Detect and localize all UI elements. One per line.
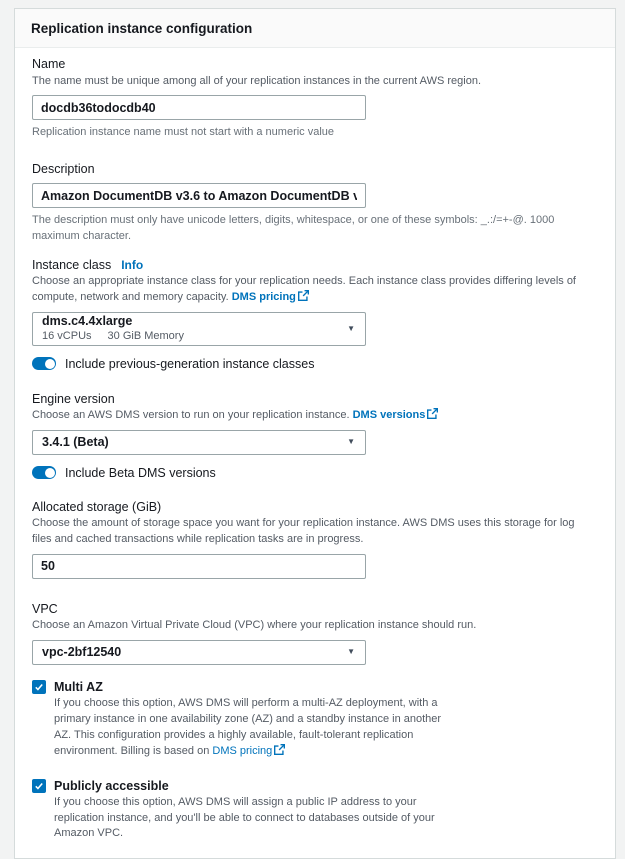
instance-class-label-row: [32, 258, 598, 274]
previous-generation-toggle-label: Include previous-generation instance classes: [65, 356, 315, 371]
beta-versions-toggle[interactable]: [32, 466, 56, 479]
dms-pricing-link-label: DMS pricing: [231, 290, 296, 303]
multi-az-section: [32, 680, 598, 760]
name-constraint-text: Replication instance name must not start with a numeric value: [32, 126, 335, 139]
beta-versions-toggle-row: [32, 466, 598, 480]
panel-body: [15, 48, 615, 858]
engine-version-selected-value: 3.4.1 (Beta): [42, 434, 109, 449]
publicly-accessible-section: [32, 779, 598, 843]
description-label: Description: [32, 161, 95, 176]
instance-class-help-text: Choose an appropriate instance class for your replication needs. Each instance class provides differing levels of compute, network and memory capacity.: [32, 275, 576, 303]
checkmark-icon: [34, 781, 44, 791]
vpc-section: [32, 602, 598, 665]
instance-class-section: [32, 258, 598, 371]
engine-version-label: Engine version: [32, 391, 115, 406]
name-input[interactable]: [32, 95, 366, 120]
dropdown-arrow-icon: ▼: [347, 323, 355, 333]
dropdown-arrow-icon: ▼: [347, 437, 355, 447]
publicly-accessible-checkbox[interactable]: [32, 779, 46, 793]
external-link-icon: [427, 408, 438, 419]
multi-az-checkbox[interactable]: [32, 680, 46, 694]
previous-generation-toggle[interactable]: [32, 357, 56, 370]
allocated-storage-help-text: Choose the amount of storage space you want for your replication instance. AWS DMS uses this storage for log files and cached transactions while replication tasks are in progress.: [32, 517, 575, 545]
engine-version-help: [32, 408, 577, 424]
dms-versions-link[interactable]: [353, 409, 439, 421]
name-label: Name: [32, 57, 66, 71]
engine-version-section: [32, 392, 598, 480]
publicly-accessible-label: Publicly accessible: [54, 778, 169, 793]
instance-class-label: Instance class: [32, 257, 112, 272]
multi-az-description-text: If you choose this option, AWS DMS will perform a multi-AZ deployment, with a primary instance in one availability zone (AZ) and a standby instance in another AZ. This configuration provides a highly available, fault-tolerant replication environment. Billing is based on: [54, 696, 442, 757]
dms-versions-link-label: DMS versions: [352, 409, 426, 422]
instance-class-selected-value: dms.c4.4xlarge: [42, 313, 133, 328]
allocated-storage-section: [32, 500, 598, 579]
multi-az-checkbox-row: [32, 680, 598, 694]
multi-az-description: [54, 696, 456, 760]
external-link-icon: [274, 744, 285, 755]
checkmark-icon: [34, 682, 44, 692]
instance-class-selected-detail: [42, 330, 337, 344]
description-constraint-text: The description must only have unicode letters, digits, whitespace, or one of these symbols: _.:/=+-@. 1000 maximum character.: [32, 214, 555, 243]
description-input[interactable]: [32, 183, 366, 208]
instance-class-info-link[interactable]: Info: [121, 257, 144, 272]
instance-class-select[interactable]: [32, 312, 366, 346]
description-section: [32, 162, 598, 245]
publicly-accessible-description: If you choose this option, AWS DMS will assign a public IP address to your replication instance, and you'll be able to connect to databases outside of your Amazon VPC.: [54, 795, 435, 840]
toggle-knob: [45, 359, 55, 369]
publicly-accessible-checkbox-row: [32, 779, 598, 793]
dms-pricing-link[interactable]: [212, 745, 285, 757]
beta-versions-toggle-label: Include Beta DMS versions: [65, 465, 216, 480]
vpc-selected-value: vpc-2bf12540: [42, 644, 122, 659]
vpc-select[interactable]: [32, 640, 366, 665]
toggle-knob: [45, 468, 55, 478]
external-link-icon: [298, 290, 309, 301]
name-section: [32, 57, 598, 141]
vpc-help-text: Choose an Amazon Virtual Private Cloud (VPC) where your replication instance should run.: [32, 619, 477, 632]
instance-class-memory: 30 GiB Memory: [107, 329, 184, 342]
engine-version-select[interactable]: [32, 430, 366, 455]
dms-pricing-link-label: DMS pricing: [212, 744, 273, 757]
instance-class-vcpus: 16 vCPUs: [42, 329, 92, 342]
engine-version-help-text: Choose an AWS DMS version to run on your replication instance.: [32, 409, 353, 422]
dms-pricing-link[interactable]: [232, 291, 309, 303]
instance-class-help: [32, 274, 577, 305]
panel-title: Replication instance configuration: [31, 21, 253, 36]
panel-header: [15, 9, 615, 48]
dropdown-arrow-icon: ▼: [347, 647, 355, 657]
allocated-storage-label: Allocated storage (GiB): [32, 499, 162, 514]
replication-instance-configuration-panel: [14, 8, 616, 859]
previous-generation-toggle-row: [32, 357, 598, 371]
allocated-storage-input[interactable]: [32, 554, 366, 579]
name-help-text: The name must be unique among all of your replication instances in the current AWS region.: [32, 74, 482, 87]
vpc-label: VPC: [32, 601, 58, 616]
multi-az-label: Multi AZ: [54, 679, 103, 694]
